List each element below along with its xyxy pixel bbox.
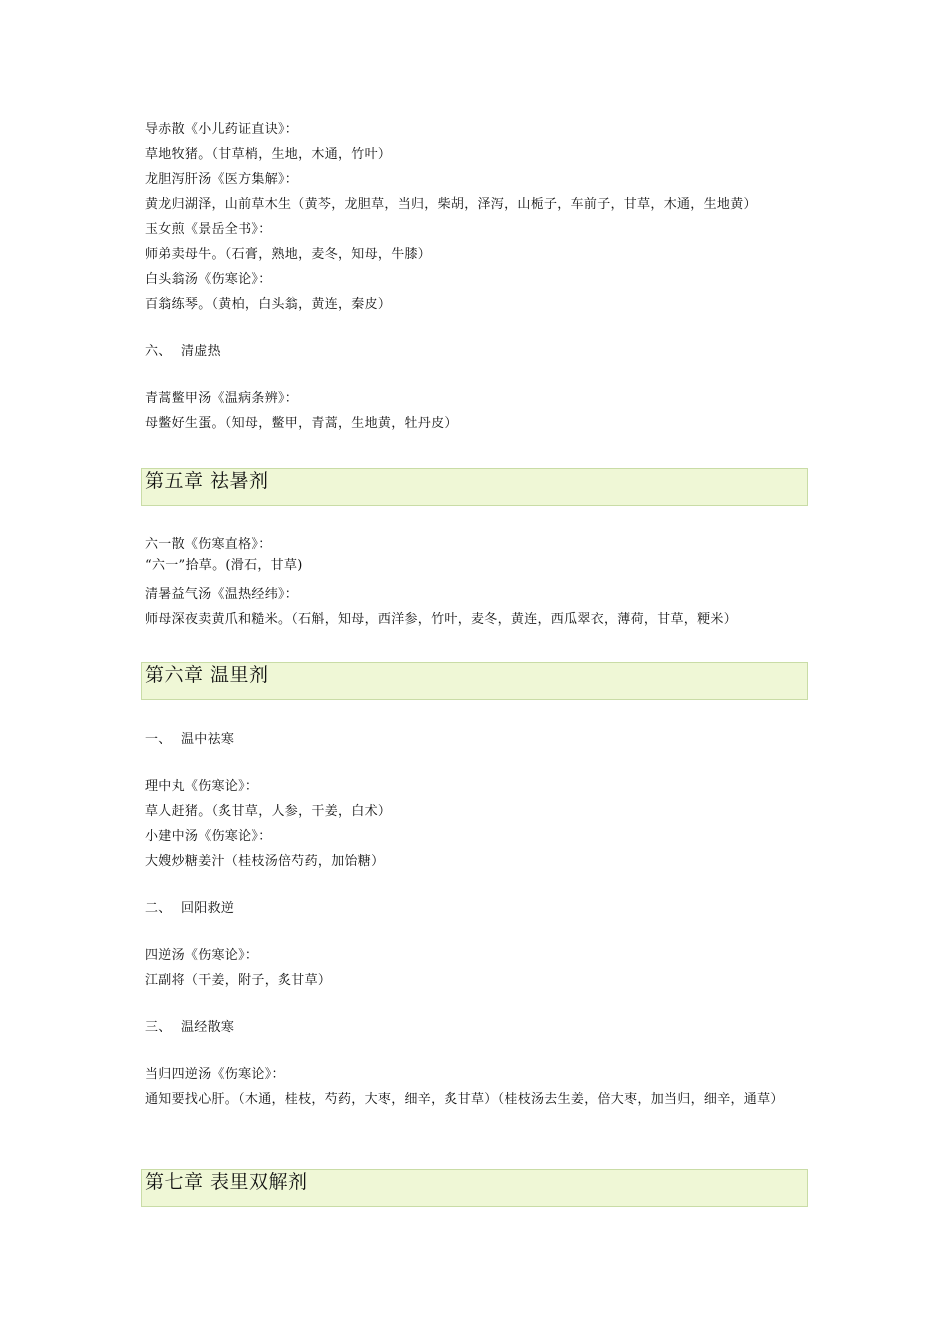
- formula-mnemonic-danggui-sinitang: 通知要找心肝。（木通，桂枝，芍药，大枣，细辛，炙甘草）（桂枝汤去生姜，倍大枣，加当归，细辛，通草）: [145, 1092, 784, 1107]
- chapter-title: 第六章 温里剂: [145, 664, 269, 686]
- section-title: 回阳救逆: [181, 901, 235, 916]
- section-title: 温中祛寒: [181, 732, 235, 747]
- section-heading-wenjingsanhan: [145, 1019, 234, 1037]
- chapter-heading-7: [141, 1169, 808, 1207]
- formula-mnemonic-longdanxiegantang: 黄龙归湖泽，山前草木生（黄芩，龙胆草，当归，柴胡，泽泻，山栀子，车前子，甘草，木通，生地黄）: [145, 197, 757, 212]
- formula-mnemonic-lizhongwan: 草人赶猪。（炙甘草，人参，干姜，白术）: [145, 804, 392, 819]
- formula-mnemonic-liuyisan: “六一”拾草。(滑石，甘草): [145, 558, 303, 573]
- section-number: 一、: [145, 732, 172, 747]
- formula-mnemonic-daochisan: 草地牧猪。（甘草梢，生地，木通，竹叶）: [145, 147, 392, 162]
- formula-title-xiaojianzhongtang: 小建中汤《伤寒论》：: [145, 829, 272, 844]
- section-title: 温经散寒: [181, 1020, 235, 1035]
- formula-mnemonic-qinghaobiejiatang: 母鳖好生蛋。（知母，鳖甲，青蒿，生地黄，牡丹皮）: [145, 416, 458, 431]
- formula-mnemonic-sinitang: 江副将（干姜，附子，炙甘草）: [145, 973, 332, 988]
- formula-title-yunvjian: 玉女煎《景岳全书》：: [145, 222, 272, 237]
- section-number: 三、: [145, 1020, 172, 1035]
- formula-title-baitouwengtang: 白头翁汤《伤寒论》：: [145, 272, 272, 287]
- formula-title-qingshuyiqitang: 清暑益气汤《温热经纬》：: [145, 587, 299, 602]
- formula-title-sinitang: 四逆汤《伤寒论》：: [145, 948, 259, 963]
- section-heading-qingxure: [145, 343, 221, 361]
- formula-mnemonic-qingshuyiqitang: 师母深夜卖黄爪和糙米。（石斛，知母，西洋参，竹叶，麦冬，黄连，西瓜翠衣，薄荷，甘草，粳米）: [145, 612, 738, 627]
- section-heading-huiyangjiuni: [145, 900, 234, 918]
- chapter-heading-6: [141, 662, 808, 700]
- formula-mnemonic-baitouwengtang: 百翁练琴。（黄柏，白头翁，黄连，秦皮）: [145, 297, 392, 312]
- formula-title-qinghaobiejiatang: 青蒿鳖甲汤《温病条辨》：: [145, 391, 299, 406]
- chapter-title: 第五章 祛暑剂: [145, 470, 269, 492]
- formula-title-longdanxiegantang: 龙胆泻肝汤《医方集解》：: [145, 172, 299, 187]
- chapter-title: 第七章 表里双解剂: [145, 1171, 308, 1193]
- section-heading-wenzhongquhan: [145, 731, 234, 749]
- formula-title-lizhongwan: 理中丸《伤寒论》：: [145, 779, 259, 794]
- formula-title-daochisan: 导赤散《小儿药证直诀》：: [145, 122, 299, 137]
- formula-title-danggui-sinitang: 当归四逆汤《伤寒论》：: [145, 1067, 285, 1082]
- section-number: 二、: [145, 901, 172, 916]
- section-number: 六、: [145, 344, 172, 359]
- formula-title-liuyisan: 六一散《伤寒直格》：: [145, 537, 272, 552]
- formula-mnemonic-yunvjian: 师弟卖母牛。（石膏，熟地，麦冬，知母，牛膝）: [145, 247, 432, 262]
- formula-mnemonic-xiaojianzhongtang: 大嫂炒糖姜汁（桂枝汤倍芍药，加饴糖）: [145, 854, 385, 869]
- section-title: 清虚热: [181, 344, 221, 359]
- chapter-heading-5: [141, 468, 808, 506]
